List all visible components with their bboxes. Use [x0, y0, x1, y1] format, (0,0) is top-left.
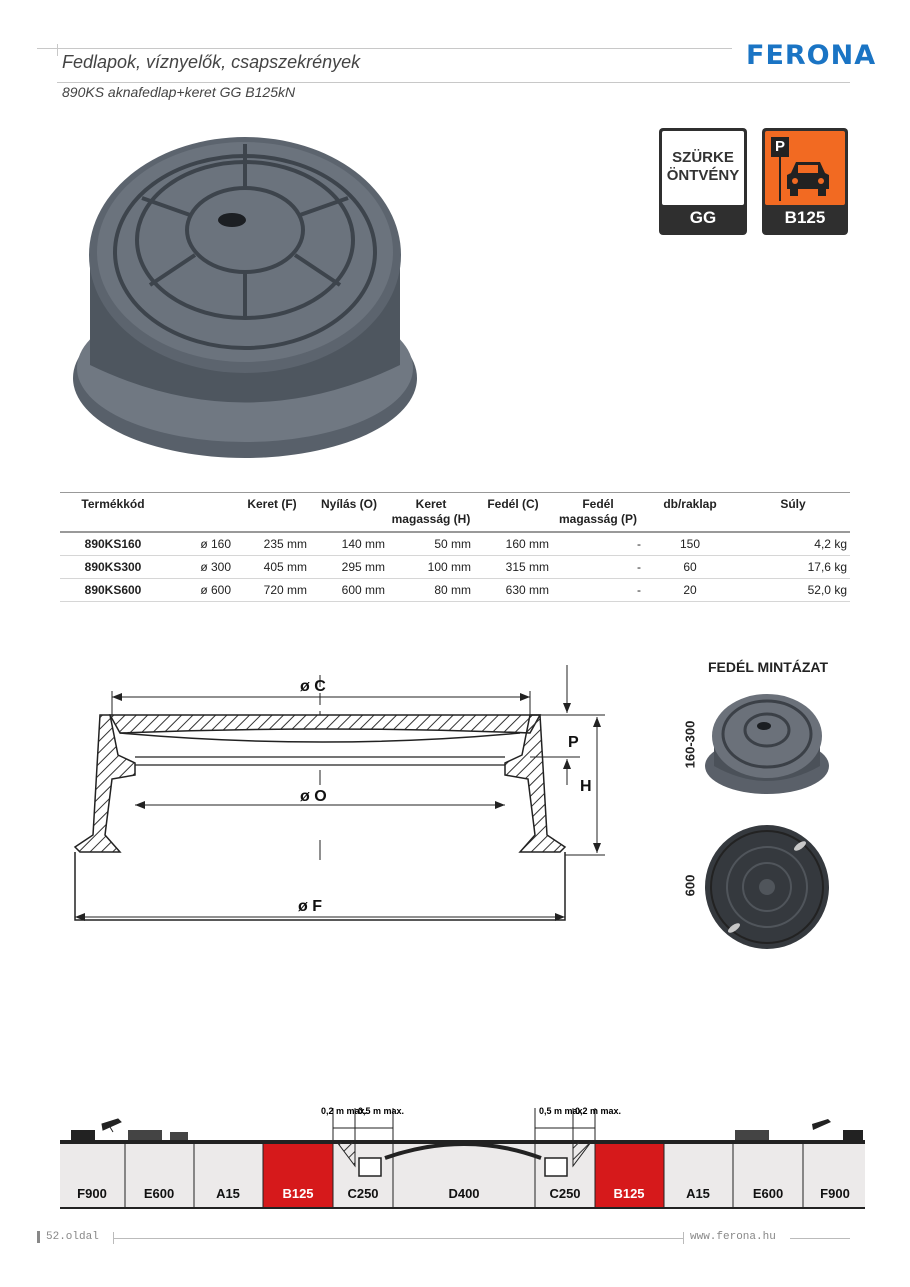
cell-cover: 315 mm [474, 556, 552, 579]
dim-right-2: 0,2 m max. [575, 1106, 622, 1116]
footer-website-link[interactable]: www.ferona.hu [690, 1231, 776, 1243]
col-header-size [166, 493, 234, 533]
table-row [60, 556, 850, 579]
footer-bracket-left [113, 1232, 114, 1244]
factory-icon [128, 1130, 162, 1140]
cell-cover-height: - [552, 556, 644, 579]
zone-label: B125 [613, 1186, 645, 1201]
zone-label: A15 [686, 1186, 710, 1201]
pattern-label-600: 600 [682, 874, 698, 897]
airplane-icon-right [812, 1119, 831, 1130]
cell-code: 890KS600 [60, 579, 166, 602]
zone-label: E600 [752, 1186, 784, 1201]
ship-icon-right [843, 1130, 863, 1140]
product-photo [60, 120, 440, 465]
cell-opening: 140 mm [310, 532, 388, 556]
cell-code: 890KS160 [60, 532, 166, 556]
parking-letter: P [771, 137, 789, 157]
dim-label-p: P [568, 734, 579, 751]
table-row [60, 579, 850, 602]
cell-frame: 405 mm [234, 556, 310, 579]
factory-icon-right [735, 1130, 769, 1140]
cell-opening: 600 mm [310, 579, 388, 602]
cell-weight: 4,2 kg [736, 532, 850, 556]
cell-weight: 52,0 kg [736, 579, 850, 602]
airplane-icon [102, 1119, 121, 1132]
ship-icon [71, 1130, 95, 1140]
cell-frame: 720 mm [234, 579, 310, 602]
dim-left-2: 0,5 m max. [358, 1106, 405, 1116]
cell-opening: 295 mm [310, 556, 388, 579]
car-icon [779, 157, 835, 201]
footer-line [113, 1238, 683, 1239]
dim-label-o: ø O [300, 788, 327, 805]
pattern-label-160-300: 160-300 [682, 720, 698, 769]
header-line-top [37, 48, 732, 49]
dim-label-h: H [580, 778, 592, 795]
col-header-frame-height: Keret magasság (H) [391, 497, 471, 526]
cell-weight: 17,6 kg [736, 556, 850, 579]
page-subtitle: 890KS aknafedlap+keret GG B125kN [62, 84, 296, 100]
dim-label-c: ø C [300, 678, 326, 695]
cell-frame-height: 80 mm [388, 579, 474, 602]
zone-label: C250 [549, 1186, 581, 1201]
footer-line-right [790, 1238, 850, 1239]
cell-code: 890KS300 [60, 556, 166, 579]
col-header-cover: Fedél (C) [487, 497, 539, 511]
cell-cover-height: - [552, 579, 644, 602]
cell-size: ø 160 [166, 532, 234, 556]
cell-frame-height: 50 mm [388, 532, 474, 556]
cell-size: ø 300 [166, 556, 234, 579]
zone-label: F900 [77, 1186, 107, 1201]
material-badge-line1: SZÜRKE [672, 149, 734, 166]
cross-section-drawing [60, 655, 620, 945]
cell-cover-height: - [552, 532, 644, 556]
dim-label-f: ø F [298, 898, 322, 915]
zone-label: F900 [820, 1186, 850, 1201]
col-header-weight: Súly [780, 497, 806, 511]
pattern-photo-small [702, 688, 832, 800]
warehouse-icon [170, 1132, 188, 1140]
cell-per-pallet: 20 [644, 579, 736, 602]
cell-cover: 160 mm [474, 532, 552, 556]
load-class-badge [762, 128, 848, 235]
header-line-bottom [57, 82, 850, 83]
load-class-code: B125 [784, 208, 826, 227]
footer-bracket-right [683, 1232, 684, 1244]
cell-per-pallet: 150 [644, 532, 736, 556]
pattern-photo-large [702, 822, 832, 952]
load-class-diagram [55, 1100, 870, 1210]
cell-per-pallet: 60 [644, 556, 736, 579]
footer-marker [37, 1231, 40, 1243]
page-title: Fedlapok, víznyelők, csapszekrények [62, 52, 361, 72]
col-header-per-pallet: db/raklap [663, 497, 717, 511]
col-header-code: Termékkód [81, 497, 145, 511]
col-header-frame: Keret (F) [247, 497, 297, 511]
spec-table-header [60, 493, 850, 533]
material-badge [659, 128, 747, 235]
col-header-opening: Nyílás (O) [320, 497, 377, 511]
cell-size: ø 600 [166, 579, 234, 602]
pattern-title: FEDÉL MINTÁZAT [708, 659, 829, 675]
zone-label: D400 [448, 1186, 480, 1201]
dim-right-1: 0,5 m max. [539, 1106, 586, 1116]
table-row [60, 532, 850, 556]
spec-table [60, 492, 850, 602]
cell-cover: 630 mm [474, 579, 552, 602]
material-badge-line2: ÖNTVÉNY [666, 167, 740, 184]
ferona-logo: FERONA [746, 40, 877, 71]
zone-label: C250 [347, 1186, 379, 1201]
cell-frame: 235 mm [234, 532, 310, 556]
header-bracket [57, 44, 58, 56]
col-header-cover-height: Fedél magasság (P) [558, 497, 638, 526]
zone-label: E600 [143, 1186, 175, 1201]
dim-left-1: 0,2 m max. [321, 1106, 368, 1116]
cell-frame-height: 100 mm [388, 556, 474, 579]
material-badge-code: GG [689, 208, 717, 227]
page-number: 52.oldal [46, 1231, 99, 1243]
zone-label: B125 [282, 1186, 314, 1201]
zone-label: A15 [216, 1186, 240, 1201]
